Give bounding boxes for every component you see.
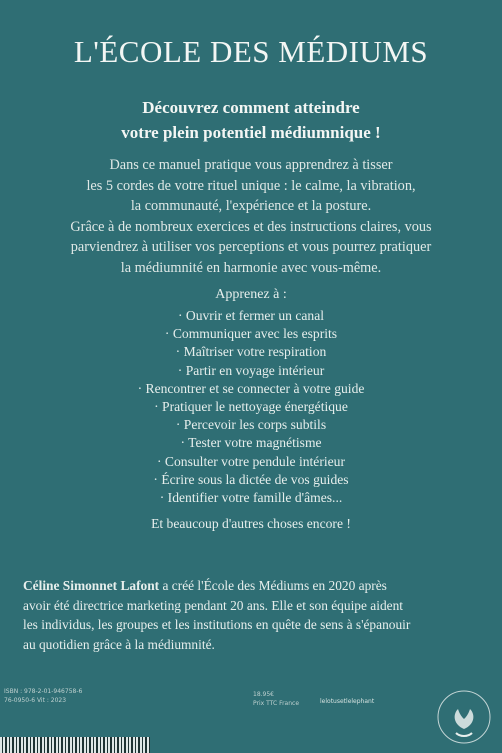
list-item: · Identifier votre famille d'âmes... bbox=[0, 489, 502, 507]
author-name: Céline Simonnet Lafont bbox=[23, 578, 160, 593]
bio-line: les individus, les groupes et les institutions en quête de sens à s'épanouir bbox=[23, 617, 411, 632]
subtitle-line: Découvrez comment atteindre bbox=[142, 98, 360, 117]
list-item: · Tester votre magnétisme bbox=[0, 434, 502, 452]
isbn-line: ISBN : 978-2-01-946758-6 bbox=[4, 688, 83, 695]
list-item: · Ouvrir et fermer un canal bbox=[0, 307, 502, 325]
list-item: · Rencontrer et se connecter à votre guide bbox=[0, 380, 502, 398]
subtitle-line: votre plein potentiel médiumnique ! bbox=[121, 123, 381, 142]
isbn-line: 76-0950-6 Vit : 2023 bbox=[4, 697, 67, 704]
bio-line: au quotidien grâce à la médiumnité. bbox=[23, 636, 215, 652]
price-value: 18.95€ bbox=[253, 691, 274, 698]
bio-line: avoir été directrice marketing pendant 20 ans. Elle et son équipe aident bbox=[23, 597, 403, 613]
learn-list bbox=[0, 307, 502, 507]
price-info bbox=[253, 690, 299, 708]
intro-paragraph bbox=[40, 155, 462, 278]
author-bio bbox=[23, 576, 478, 654]
bio-text: a créé l'École des Médiums en 2020 après bbox=[159, 578, 387, 593]
intro-line: la communauté, l'expérience et la posture. bbox=[130, 198, 372, 214]
list-item: · Communiquer avec les esprits bbox=[0, 325, 502, 343]
intro-line: Grâce à de nombreux exercices et des instructions claires, vous bbox=[70, 218, 432, 235]
learn-heading: Apprenez à : bbox=[215, 287, 287, 302]
list-item: · Consulter votre pendule intérieur bbox=[0, 453, 502, 471]
subtitle bbox=[0, 95, 502, 145]
list-item: · Partir en voyage intérieur bbox=[0, 362, 502, 380]
bio-line bbox=[23, 576, 478, 596]
intro-line: les 5 cordes de votre rituel unique : le calme, la vibration, bbox=[86, 177, 416, 194]
intro-line: Dans ce manuel pratique vous apprendrez à tisser bbox=[109, 157, 393, 173]
book-title: L'ÉCOLE DES MÉDIUMS bbox=[73, 34, 429, 69]
publisher-logo-icon bbox=[436, 689, 492, 745]
list-item: · Maîtriser votre respiration bbox=[0, 343, 502, 361]
publisher-name: lelotusetlelephant bbox=[320, 698, 375, 705]
price-label: Prix TTC France bbox=[253, 700, 300, 707]
list-item: · Écrire sous la dictée de vos guides bbox=[0, 471, 502, 489]
intro-line: parviendrez à utiliser vos perceptions et vous pourrez pratiquer bbox=[70, 239, 432, 255]
isbn-info bbox=[4, 687, 82, 705]
list-item: · Percevoir les corps subtils bbox=[0, 416, 502, 434]
barcode bbox=[0, 737, 150, 753]
closing-line: Et beaucoup d'autres choses encore ! bbox=[151, 516, 351, 531]
intro-line: la médiumnité en harmonie avec vous-même. bbox=[120, 259, 382, 276]
list-item: · Pratiquer le nettoyage énergétique bbox=[0, 398, 502, 416]
